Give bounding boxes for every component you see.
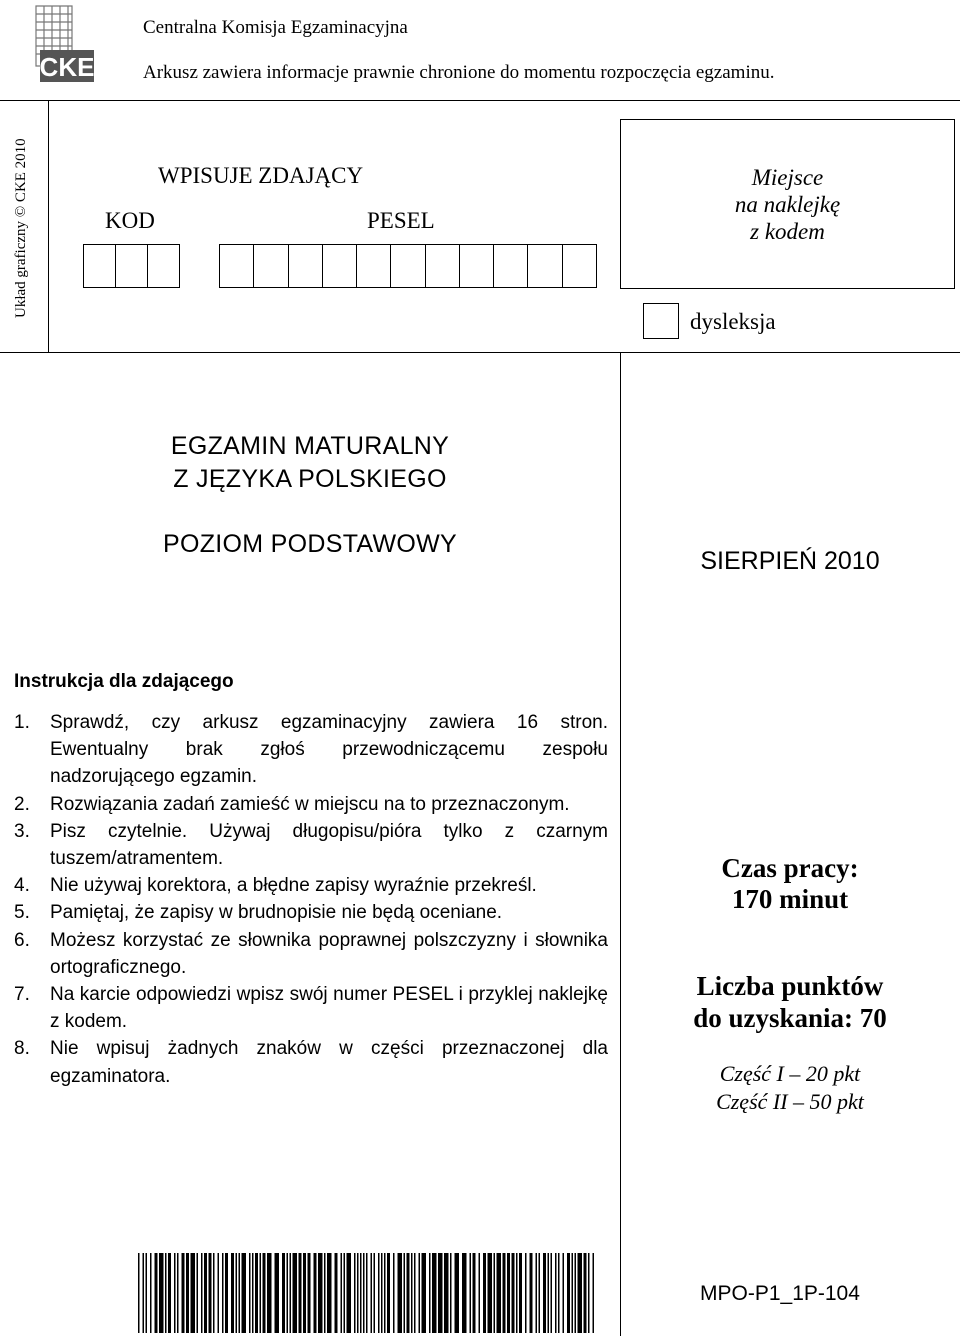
barcode-bar — [572, 1253, 574, 1333]
barcode-bar — [516, 1253, 518, 1333]
barcode-bar — [488, 1253, 493, 1333]
sticker-area — [620, 119, 955, 289]
barcode-bar — [242, 1253, 247, 1333]
character-box[interactable] — [323, 244, 357, 288]
barcode-bar — [186, 1253, 189, 1333]
barcode-bar — [384, 1253, 386, 1333]
barcode-bar — [588, 1253, 590, 1333]
points-label: Liczba punktów — [696, 971, 884, 1001]
barcode-bar — [563, 1253, 565, 1333]
barcode-bar — [150, 1253, 152, 1333]
barcode-bar — [462, 1253, 467, 1333]
barcode-bar — [357, 1253, 359, 1333]
instruction-item: 5. Pamiętaj, że zapisy w brudnopisie nie będą oceniane. — [14, 902, 503, 924]
barcode-bar — [432, 1253, 437, 1333]
barcode-bar — [303, 1253, 306, 1333]
barcode-bar — [197, 1253, 199, 1333]
character-box[interactable] — [563, 244, 597, 288]
exam-title-line-2: Z JĘZYKA POLSKIEGO — [173, 465, 447, 493]
barcode-bar — [479, 1253, 481, 1333]
exam-level: POZIOM PODSTAWOWY — [163, 530, 457, 558]
form-bottom-divider — [0, 352, 960, 353]
barcode-bar — [429, 1253, 431, 1333]
barcode-bar — [419, 1253, 421, 1333]
barcode-bar — [249, 1253, 251, 1333]
barcode-bar — [260, 1253, 262, 1333]
sticker-line-1: Miejsce — [751, 165, 824, 190]
character-box[interactable] — [84, 244, 116, 288]
pesel-boxes[interactable] — [219, 244, 597, 288]
barcode-bar — [543, 1253, 546, 1333]
barcode-bar — [398, 1253, 403, 1333]
barcode-bar — [422, 1253, 427, 1333]
part-two-points: Część II – 50 pkt — [716, 1089, 864, 1114]
barcode-bar — [444, 1253, 449, 1333]
barcode-bar — [519, 1253, 522, 1333]
barcode-bar — [155, 1253, 158, 1333]
barcode-bar — [483, 1253, 486, 1333]
barcode-bar — [236, 1253, 238, 1333]
copyright-note: Układ graficzny © CKE 2010 — [13, 138, 29, 318]
instruction-item: 1. Sprawdź, czy arkusz egzaminacyjny zawiera 16 stron. Ewentualny brak zgłoś przewodniczącemu zespołu nadzorującego egzamin. — [14, 712, 608, 788]
barcode-bar — [381, 1253, 383, 1333]
instruction-item: 7. Na karcie odpowiedzi wpisz swój numer PESEL i przyklej naklejkę z kodem. — [14, 984, 608, 1033]
barcode-bar — [182, 1253, 185, 1333]
barcode-bar — [177, 1253, 179, 1333]
barcode-bar — [578, 1253, 583, 1333]
barcode-bar — [525, 1253, 527, 1333]
filled-by-label: WPISUJE ZDAJĄCY — [158, 163, 364, 188]
barcode-bar — [378, 1253, 380, 1333]
character-box[interactable] — [116, 244, 148, 288]
barcode-bar — [314, 1253, 317, 1333]
barcode-bar — [548, 1253, 550, 1333]
barcode-bar — [354, 1253, 356, 1333]
barcode-bar — [239, 1253, 241, 1333]
barcode-bar — [366, 1253, 368, 1333]
instruction-item: 2. Rozwiązania zadań zamieść w miejscu na to przeznaczonym. — [14, 793, 570, 815]
protection-notice: Arkusz zawiera informacje prawnie chronione do momentu rozpoczęcia egzaminu. — [143, 62, 775, 83]
barcode-bar — [344, 1253, 346, 1333]
dyslexia-label: dysleksja — [690, 309, 776, 334]
barcode-bar — [407, 1253, 410, 1333]
instruction-item: 4. Nie używaj korektora, a błędne zapisy wyraźnie przekreśl. — [14, 875, 537, 897]
sticker-line-3: z kodem — [750, 219, 825, 244]
barcode-bar — [275, 1253, 280, 1333]
barcode-bar — [539, 1253, 541, 1333]
barcode-bar — [347, 1253, 352, 1333]
barcode-bar — [209, 1253, 212, 1333]
barcode-bar — [512, 1253, 515, 1333]
barcode-bar — [360, 1253, 362, 1333]
time-label: Czas pracy: — [721, 853, 859, 883]
barcode-bar — [507, 1253, 510, 1333]
barcode-bar — [567, 1253, 570, 1333]
instruction-item: 6. Możesz korzystać ze słownika poprawnej polszczyzny i słownika ortograficznego. — [14, 929, 608, 978]
character-box[interactable] — [357, 244, 391, 288]
character-box[interactable] — [220, 244, 254, 288]
character-box[interactable] — [289, 244, 323, 288]
pesel-label: PESEL — [367, 208, 435, 233]
instruction-item: 8. Nie wpisuj żadnych znaków w części przeznaczonej dla egzaminatora. — [14, 1038, 608, 1087]
points-value: do uzyskania: 70 — [693, 1003, 887, 1033]
barcode-bar — [536, 1253, 538, 1333]
barcode-bar — [414, 1253, 416, 1333]
barcode-bar — [374, 1253, 376, 1333]
barcode-bar — [138, 1253, 140, 1333]
barcode-bar — [204, 1253, 207, 1333]
exam-title-line-1: EGZAMIN MATURALNY — [170, 432, 450, 460]
barcode-bar — [551, 1253, 553, 1333]
barcode-bar — [255, 1253, 258, 1333]
time-value: 170 minut — [731, 884, 849, 914]
character-box[interactable] — [254, 244, 288, 288]
barcode-bar — [252, 1253, 254, 1333]
barcode-bar — [473, 1253, 476, 1333]
part-one-points: Część I – 20 pkt — [719, 1061, 861, 1086]
barcode-bar — [191, 1253, 196, 1333]
instructions-list — [14, 709, 608, 1090]
barcode-bar — [165, 1253, 167, 1333]
barcode-bar — [290, 1253, 292, 1333]
barcode-bar — [327, 1253, 332, 1333]
barcode-bar — [143, 1253, 145, 1333]
sheet-code: MPO-P1_1P-104 — [700, 1282, 860, 1305]
top-divider — [0, 100, 960, 101]
dyslexia-checkbox[interactable] — [643, 303, 679, 339]
barcode-bar — [282, 1253, 285, 1333]
barcode-bar — [341, 1253, 343, 1333]
kod-boxes[interactable] — [83, 244, 180, 288]
barcode-bar — [438, 1253, 443, 1333]
barcode-bar — [363, 1253, 365, 1333]
instruction-item: 3. Pisz czytelnie. Używaj długopisu/pióra tylko z czarnym tuszem/atramentem. — [14, 820, 608, 870]
character-box[interactable] — [148, 244, 180, 288]
barcode-bar — [558, 1253, 560, 1333]
barcode-bar — [222, 1253, 224, 1333]
barcode-bar — [213, 1253, 215, 1333]
barcode-bar — [263, 1253, 266, 1333]
barcode-bar — [318, 1253, 323, 1333]
barcode-bar — [168, 1253, 171, 1333]
barcode-bar — [225, 1253, 228, 1333]
character-box[interactable] — [494, 244, 528, 288]
barcode-bar — [387, 1253, 390, 1333]
cke-logo — [30, 4, 110, 86]
barcode-bar — [174, 1253, 176, 1333]
barcode-bar — [335, 1253, 338, 1333]
sticker-line-2: na naklejkę — [734, 192, 841, 217]
barcode-bar — [494, 1253, 496, 1333]
barcode-bar — [593, 1253, 595, 1333]
barcode-bar — [470, 1253, 472, 1333]
barcode-bar — [201, 1253, 203, 1333]
barcode-bar — [324, 1253, 326, 1333]
left-divider — [48, 100, 49, 352]
barcode-bar — [503, 1253, 506, 1333]
barcode-bar — [293, 1253, 298, 1333]
barcode-bar — [575, 1253, 577, 1333]
barcode-bar — [287, 1253, 289, 1333]
logo-text: CKE — [39, 52, 95, 82]
barcode-bar — [146, 1253, 148, 1333]
character-box[interactable] — [528, 244, 562, 288]
barcode-bar — [308, 1253, 311, 1333]
instructions-heading: Instrukcja dla zdającego — [14, 671, 234, 692]
barcode-bar — [530, 1253, 533, 1333]
exam-date: SIERPIEŃ 2010 — [700, 547, 880, 575]
character-box[interactable] — [460, 244, 494, 288]
barcode-bar — [411, 1253, 413, 1333]
barcode-bar — [450, 1253, 452, 1333]
barcode-bar — [371, 1253, 373, 1333]
barcode-bar — [231, 1253, 234, 1333]
center-divider — [620, 352, 621, 1336]
barcode-bar — [455, 1253, 460, 1333]
barcode-bar — [299, 1253, 302, 1333]
barcode-bar — [497, 1253, 502, 1333]
barcode-bar — [218, 1253, 220, 1333]
character-box[interactable] — [391, 244, 425, 288]
barcode-bar — [267, 1253, 272, 1333]
barcode-bar — [555, 1253, 557, 1333]
institution-name: Centralna Komisja Egzaminacyjna — [143, 17, 408, 38]
barcode-bar — [159, 1253, 164, 1333]
barcode-bar — [393, 1253, 395, 1333]
barcode — [138, 1253, 596, 1333]
kod-label: KOD — [105, 208, 155, 233]
barcode-bar — [404, 1253, 406, 1333]
character-box[interactable] — [426, 244, 460, 288]
barcode-bar — [584, 1253, 587, 1333]
